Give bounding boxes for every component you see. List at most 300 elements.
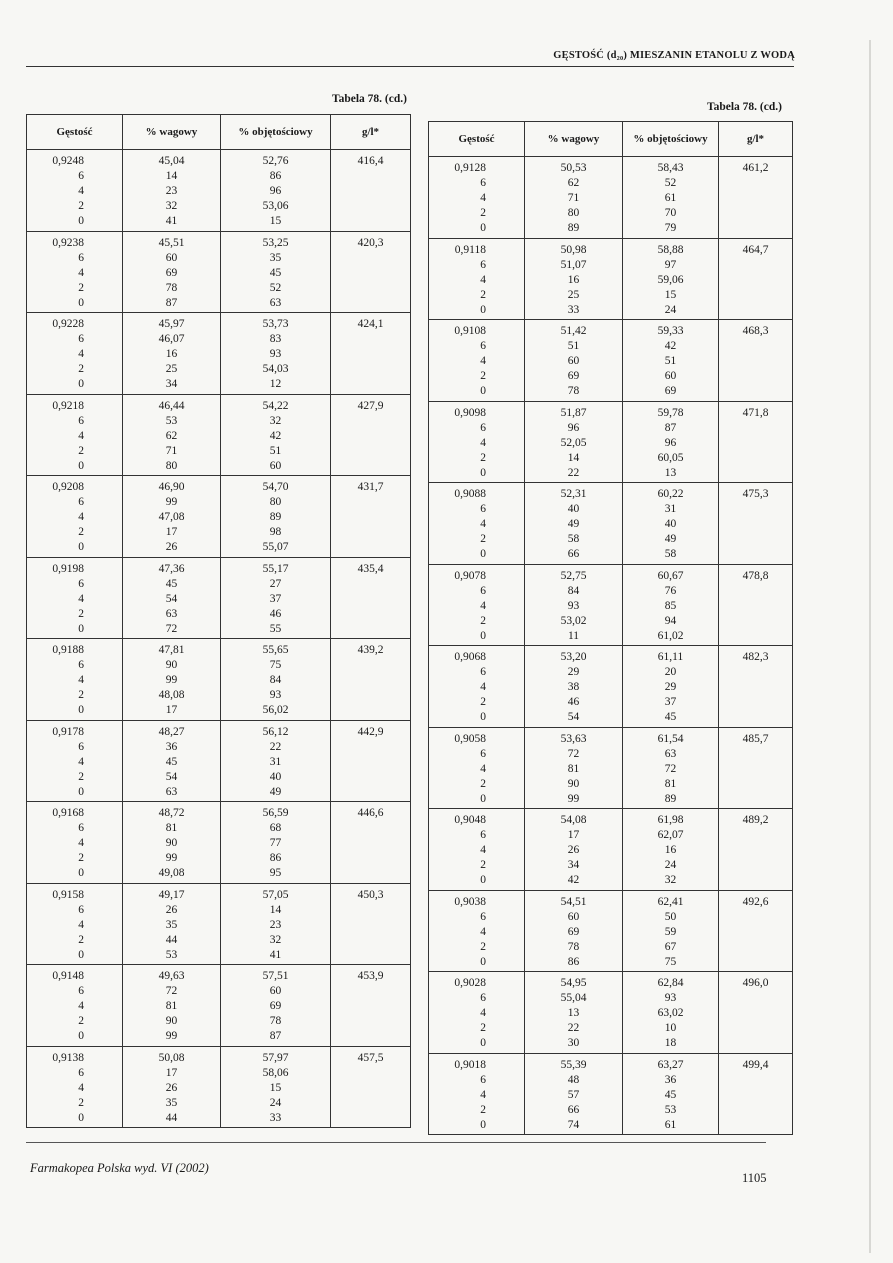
cell-value: 14 <box>567 451 580 464</box>
cell-value: 31 <box>269 755 282 768</box>
cell-value: 4 <box>78 837 84 849</box>
cell-value: 54,70 <box>262 481 289 493</box>
footer-rule <box>26 1142 766 1143</box>
density-cell <box>27 1046 123 1128</box>
cell-value: 79 <box>664 222 677 234</box>
density-cell <box>429 238 525 320</box>
cell-value: 48,27 <box>158 725 185 738</box>
cell-value: 0 <box>78 541 84 553</box>
table-row <box>429 1053 793 1135</box>
cell-value: 54,22 <box>262 399 289 412</box>
cell-value: 4 <box>480 518 486 530</box>
cell-value: 96 <box>567 421 580 434</box>
cell-value: 44 <box>165 1111 178 1124</box>
cell-value: 50 <box>664 910 677 923</box>
cell-value: 61,11 <box>657 651 684 663</box>
cell-value: 0,9238 <box>52 236 84 249</box>
cell-value: 59 <box>664 925 677 938</box>
cell-value: 93 <box>567 599 580 612</box>
cell-value: 60 <box>567 910 580 923</box>
cell-value: 12 <box>269 378 282 390</box>
cell-value: 89 <box>567 222 580 234</box>
weight-percent-cell <box>123 720 221 802</box>
cell-value: 51,42 <box>560 325 587 337</box>
cell-value: 36 <box>165 740 178 753</box>
header-density: Gęstość <box>429 122 525 157</box>
cell-value: 93 <box>269 689 282 701</box>
cell-value: 80 <box>269 496 282 508</box>
table-row <box>429 157 793 239</box>
cell-value: 30 <box>567 1037 580 1049</box>
cell-value: 2 <box>78 281 84 294</box>
cell-value: 0 <box>480 1037 486 1049</box>
cell-value: 4 <box>480 681 486 693</box>
cell-value: 85 <box>664 599 677 612</box>
cell-value: 54 <box>165 770 178 783</box>
cell-value: 52 <box>664 177 677 189</box>
cell-value: 2 <box>480 533 486 545</box>
cell-value: 53,63 <box>560 732 587 745</box>
density-cell <box>27 883 123 965</box>
density-cell <box>27 802 123 884</box>
volume-percent-cell <box>221 313 331 395</box>
cell-value: 15 <box>664 288 677 301</box>
table-row <box>429 890 793 972</box>
cell-value: 58,88 <box>657 243 684 256</box>
cell-value: 464,7 <box>742 243 769 256</box>
cell-value: 4 <box>78 592 84 605</box>
cell-value: 86 <box>269 852 282 864</box>
cell-value: 72 <box>165 622 178 635</box>
cell-value: 431,7 <box>357 481 384 493</box>
cell-value: 2 <box>480 1022 486 1034</box>
cell-value: 53,02 <box>560 614 587 627</box>
cell-value: 53 <box>165 948 178 961</box>
cell-value: 0 <box>480 1118 486 1131</box>
cell-value: 0 <box>78 867 84 879</box>
cell-value: 55,04 <box>560 992 587 1004</box>
cell-value: 99 <box>165 852 178 864</box>
cell-value: 63 <box>165 785 178 798</box>
weight-percent-cell <box>123 557 221 639</box>
cell-value: 461,2 <box>742 162 769 174</box>
cell-value: 2 <box>480 451 486 464</box>
density-table-right <box>428 121 793 1135</box>
cell-value: 99 <box>165 496 178 508</box>
volume-percent-cell <box>623 1053 719 1135</box>
cell-value: 4 <box>78 918 84 931</box>
cell-value: 40 <box>567 503 580 515</box>
cell-value: 61,54 <box>657 732 684 745</box>
cell-value: 478,8 <box>742 569 769 582</box>
cell-value: 6 <box>480 829 486 841</box>
cell-value: 4 <box>480 925 486 938</box>
weight-percent-cell <box>525 727 623 809</box>
cell-value: 0 <box>78 215 84 227</box>
header-weight-percent: % wagowy <box>525 122 623 157</box>
cell-value: 2 <box>78 363 84 375</box>
cell-value: 45,04 <box>158 155 185 167</box>
cell-value: 457,5 <box>357 1051 384 1064</box>
cell-value: 99 <box>165 674 178 686</box>
cell-value: 17 <box>567 829 580 841</box>
cell-value: 46,07 <box>158 333 185 345</box>
table-row <box>27 394 411 476</box>
cell-value: 62,07 <box>657 829 684 841</box>
cell-value: 81 <box>664 777 677 790</box>
grams-per-litre-cell <box>719 727 793 809</box>
cell-value: 33 <box>269 1111 282 1124</box>
cell-value: 37 <box>269 592 282 605</box>
cell-value: 0,9048 <box>454 814 486 826</box>
density-cell <box>27 476 123 558</box>
cell-value: 52,76 <box>262 155 289 167</box>
cell-value: 424,1 <box>357 318 384 330</box>
volume-percent-cell <box>221 802 331 884</box>
table-row <box>27 1046 411 1128</box>
cell-value: 4 <box>480 762 486 775</box>
cell-value: 0 <box>78 459 84 472</box>
volume-percent-cell <box>221 150 331 232</box>
cell-value: 2 <box>78 607 84 620</box>
header-weight-percent: % wagowy <box>123 115 221 150</box>
cell-value: 60,05 <box>657 451 684 464</box>
weight-percent-cell <box>525 890 623 972</box>
cell-value: 78 <box>165 281 178 294</box>
grams-per-litre-cell <box>331 394 411 476</box>
cell-value: 0 <box>480 792 486 805</box>
cell-value: 0 <box>480 874 486 886</box>
grams-per-litre-cell <box>331 720 411 802</box>
cell-value: 72 <box>567 747 580 760</box>
volume-percent-cell <box>623 401 719 483</box>
cell-value: 4 <box>78 755 84 768</box>
cell-value: 2 <box>78 1096 84 1109</box>
cell-value: 489,2 <box>742 814 769 826</box>
cell-value: 86 <box>269 170 282 182</box>
cell-value: 78 <box>567 940 580 953</box>
cell-value: 6 <box>480 584 486 597</box>
cell-value: 18 <box>664 1037 677 1049</box>
cell-value: 16 <box>165 348 178 360</box>
cell-value: 69 <box>165 266 178 279</box>
cell-value: 23 <box>165 185 178 197</box>
cell-value: 50,98 <box>560 243 587 256</box>
cell-value: 32 <box>165 200 178 212</box>
grams-per-litre-cell <box>331 883 411 965</box>
cell-value: 0 <box>78 704 84 716</box>
cell-value: 24 <box>664 303 677 316</box>
cell-value: 4 <box>78 185 84 197</box>
cell-value: 6 <box>78 985 84 997</box>
cell-value: 4 <box>480 273 486 286</box>
header-grams-per-litre: g/l* <box>719 122 793 157</box>
cell-value: 15 <box>269 1081 282 1094</box>
cell-value: 0,9058 <box>454 732 486 745</box>
cell-value: 6 <box>78 1066 84 1079</box>
cell-value: 22 <box>269 740 282 753</box>
cell-value: 22 <box>567 466 580 479</box>
weight-percent-cell <box>123 394 221 476</box>
cell-value: 59,78 <box>657 406 684 419</box>
cell-value: 46 <box>269 607 282 620</box>
cell-value: 41 <box>269 948 282 961</box>
cell-value: 81 <box>165 1000 178 1012</box>
table-row <box>27 802 411 884</box>
cell-value: 492,6 <box>742 895 769 908</box>
weight-percent-cell <box>123 150 221 232</box>
cell-value: 49,08 <box>158 867 185 879</box>
cell-value: 89 <box>269 511 282 523</box>
cell-value: 0 <box>78 296 84 309</box>
cell-value: 2 <box>480 859 486 871</box>
cell-value: 46 <box>567 696 580 708</box>
table-row <box>429 727 793 809</box>
cell-value: 42 <box>269 429 282 442</box>
cell-value: 2 <box>78 770 84 783</box>
cell-value: 55,39 <box>560 1058 587 1071</box>
cell-value: 2 <box>480 940 486 953</box>
grams-per-litre-cell <box>331 476 411 558</box>
cell-value: 6 <box>480 747 486 760</box>
cell-value: 49,63 <box>158 970 185 982</box>
cell-value: 2 <box>78 852 84 864</box>
cell-value: 87 <box>269 1030 282 1042</box>
cell-value: 60,22 <box>657 488 684 500</box>
cell-value: 17 <box>165 1066 178 1079</box>
table-row <box>429 646 793 728</box>
cell-value: 2 <box>480 370 486 382</box>
cell-value: 0 <box>78 1111 84 1124</box>
cell-value: 34 <box>567 859 580 871</box>
cell-value: 439,2 <box>357 644 384 656</box>
cell-value: 0,9138 <box>52 1051 84 1064</box>
cell-value: 78 <box>269 1015 282 1027</box>
cell-value: 435,4 <box>357 562 384 575</box>
cell-value: 31 <box>664 503 677 515</box>
cell-value: 55,65 <box>262 644 289 656</box>
table-row <box>429 809 793 891</box>
cell-value: 87 <box>165 296 178 309</box>
cell-value: 54 <box>567 711 580 723</box>
cell-value: 74 <box>567 1118 580 1131</box>
cell-value: 4 <box>480 436 486 449</box>
cell-value: 62,41 <box>657 895 684 908</box>
density-cell <box>429 646 525 728</box>
cell-value: 96 <box>664 436 677 449</box>
cell-value: 13 <box>664 466 677 479</box>
volume-percent-cell <box>221 720 331 802</box>
cell-value: 32 <box>269 933 282 946</box>
cell-value: 48,08 <box>158 689 185 701</box>
cell-value: 0 <box>480 711 486 723</box>
cell-value: 61,02 <box>657 629 684 642</box>
cell-value: 47,81 <box>158 644 185 656</box>
cell-value: 0 <box>480 629 486 642</box>
cell-value: 25 <box>165 363 178 375</box>
cell-value: 51 <box>269 444 282 457</box>
cell-value: 47,08 <box>158 511 185 523</box>
cell-value: 26 <box>165 1081 178 1094</box>
cell-value: 99 <box>165 1030 178 1042</box>
cell-value: 468,3 <box>742 325 769 337</box>
table-row <box>27 557 411 639</box>
cell-value: 63,27 <box>657 1058 684 1071</box>
cell-value: 0,9228 <box>52 318 84 330</box>
cell-value: 0 <box>480 222 486 234</box>
cell-value: 66 <box>567 1103 580 1116</box>
cell-value: 2 <box>78 689 84 701</box>
cell-value: 57,97 <box>262 1051 289 1064</box>
cell-value: 0 <box>78 948 84 961</box>
cell-value: 0 <box>480 466 486 479</box>
cell-value: 53,25 <box>262 236 289 249</box>
cell-value: 45 <box>664 1088 677 1101</box>
cell-value: 81 <box>567 762 580 775</box>
table-row <box>27 476 411 558</box>
cell-value: 52,05 <box>560 436 587 449</box>
cell-value: 499,4 <box>742 1058 769 1071</box>
cell-value: 2 <box>78 933 84 946</box>
cell-value: 4 <box>78 266 84 279</box>
cell-value: 77 <box>269 837 282 849</box>
table-row <box>27 883 411 965</box>
table-row <box>27 313 411 395</box>
cell-value: 0,9068 <box>454 651 486 663</box>
table-caption-right: Tabela 78. (cd.) <box>707 101 782 113</box>
cell-value: 58,43 <box>657 162 684 174</box>
grams-per-litre-cell <box>719 320 793 402</box>
table-row <box>429 564 793 646</box>
density-cell <box>429 1053 525 1135</box>
cell-value: 99 <box>567 792 580 805</box>
cell-value: 60 <box>165 251 178 264</box>
cell-value: 20 <box>664 666 677 678</box>
cell-value: 95 <box>269 867 282 879</box>
density-cell <box>27 313 123 395</box>
publication-title: Farmakopea Polska wyd. VI (2002) <box>30 1161 209 1175</box>
cell-value: 0,9198 <box>52 562 84 575</box>
weight-percent-cell <box>123 1046 221 1128</box>
cell-value: 16 <box>567 273 580 286</box>
cell-value: 58 <box>567 533 580 545</box>
cell-value: 93 <box>269 348 282 360</box>
cell-value: 450,3 <box>357 888 384 901</box>
cell-value: 63,02 <box>657 1007 684 1019</box>
density-table-left <box>26 114 411 1128</box>
volume-percent-cell <box>623 727 719 809</box>
cell-value: 60,67 <box>657 569 684 582</box>
cell-value: 37 <box>664 696 677 708</box>
cell-value: 6 <box>78 903 84 916</box>
cell-value: 26 <box>567 844 580 856</box>
volume-percent-cell <box>623 809 719 891</box>
cell-value: 6 <box>78 577 84 590</box>
cell-value: 33 <box>567 303 580 316</box>
density-cell <box>27 394 123 476</box>
cell-value: 54,95 <box>560 977 587 989</box>
cell-value: 45 <box>165 577 178 590</box>
cell-value: 6 <box>78 496 84 508</box>
cell-value: 6 <box>480 910 486 923</box>
cell-value: 6 <box>480 1073 486 1086</box>
cell-value: 56,02 <box>262 704 289 716</box>
cell-value: 90 <box>165 659 178 671</box>
cell-value: 32 <box>269 414 282 427</box>
weight-percent-cell <box>525 646 623 728</box>
cell-value: 442,9 <box>357 725 384 738</box>
cell-value: 75 <box>664 955 677 968</box>
volume-percent-cell <box>623 320 719 402</box>
density-cell <box>27 231 123 313</box>
cell-value: 446,6 <box>357 807 384 819</box>
weight-percent-cell <box>525 157 623 239</box>
cell-value: 4 <box>480 355 486 367</box>
table-caption-left: Tabela 78. (cd.) <box>332 93 407 105</box>
cell-value: 6 <box>78 740 84 753</box>
cell-value: 55,07 <box>262 541 289 553</box>
cell-value: 0,9178 <box>52 725 84 738</box>
cell-value: 52 <box>269 281 282 294</box>
cell-value: 485,7 <box>742 732 769 745</box>
cell-value: 26 <box>165 541 178 553</box>
table-row <box>27 965 411 1047</box>
cell-value: 80 <box>165 459 178 472</box>
cell-value: 4 <box>78 1000 84 1012</box>
cell-value: 83 <box>269 333 282 345</box>
cell-value: 49 <box>567 518 580 530</box>
table-row <box>27 231 411 313</box>
cell-value: 63 <box>269 296 282 309</box>
volume-percent-cell <box>623 564 719 646</box>
cell-value: 475,3 <box>742 488 769 500</box>
cell-value: 14 <box>269 903 282 916</box>
grams-per-litre-cell <box>331 965 411 1047</box>
volume-percent-cell <box>221 394 331 476</box>
cell-value: 6 <box>78 333 84 345</box>
cell-value: 427,9 <box>357 399 384 412</box>
cell-value: 69 <box>664 385 677 397</box>
grams-per-litre-cell <box>331 639 411 721</box>
cell-value: 4 <box>78 429 84 442</box>
cell-value: 420,3 <box>357 236 384 249</box>
cell-value: 86 <box>567 955 580 968</box>
cell-value: 24 <box>269 1096 282 1109</box>
cell-value: 72 <box>165 985 178 997</box>
cell-value: 49 <box>269 785 282 798</box>
cell-value: 54,51 <box>560 895 587 908</box>
cell-value: 44 <box>165 933 178 946</box>
table-row <box>429 972 793 1054</box>
density-cell <box>429 483 525 565</box>
cell-value: 0,9188 <box>52 644 84 656</box>
cell-value: 60 <box>664 370 677 382</box>
cell-value: 34 <box>165 378 178 390</box>
cell-value: 0,9098 <box>454 406 486 419</box>
density-cell <box>27 557 123 639</box>
cell-value: 24 <box>664 859 677 871</box>
cell-value: 81 <box>165 822 178 834</box>
cell-value: 0,9028 <box>454 977 486 989</box>
cell-value: 10 <box>664 1022 677 1034</box>
weight-percent-cell <box>525 1053 623 1135</box>
cell-value: 35 <box>165 1096 178 1109</box>
weight-percent-cell <box>525 809 623 891</box>
cell-value: 0,9128 <box>454 162 486 174</box>
cell-value: 71 <box>567 192 580 204</box>
grams-per-litre-cell <box>331 313 411 395</box>
table-body-right <box>429 157 793 1135</box>
